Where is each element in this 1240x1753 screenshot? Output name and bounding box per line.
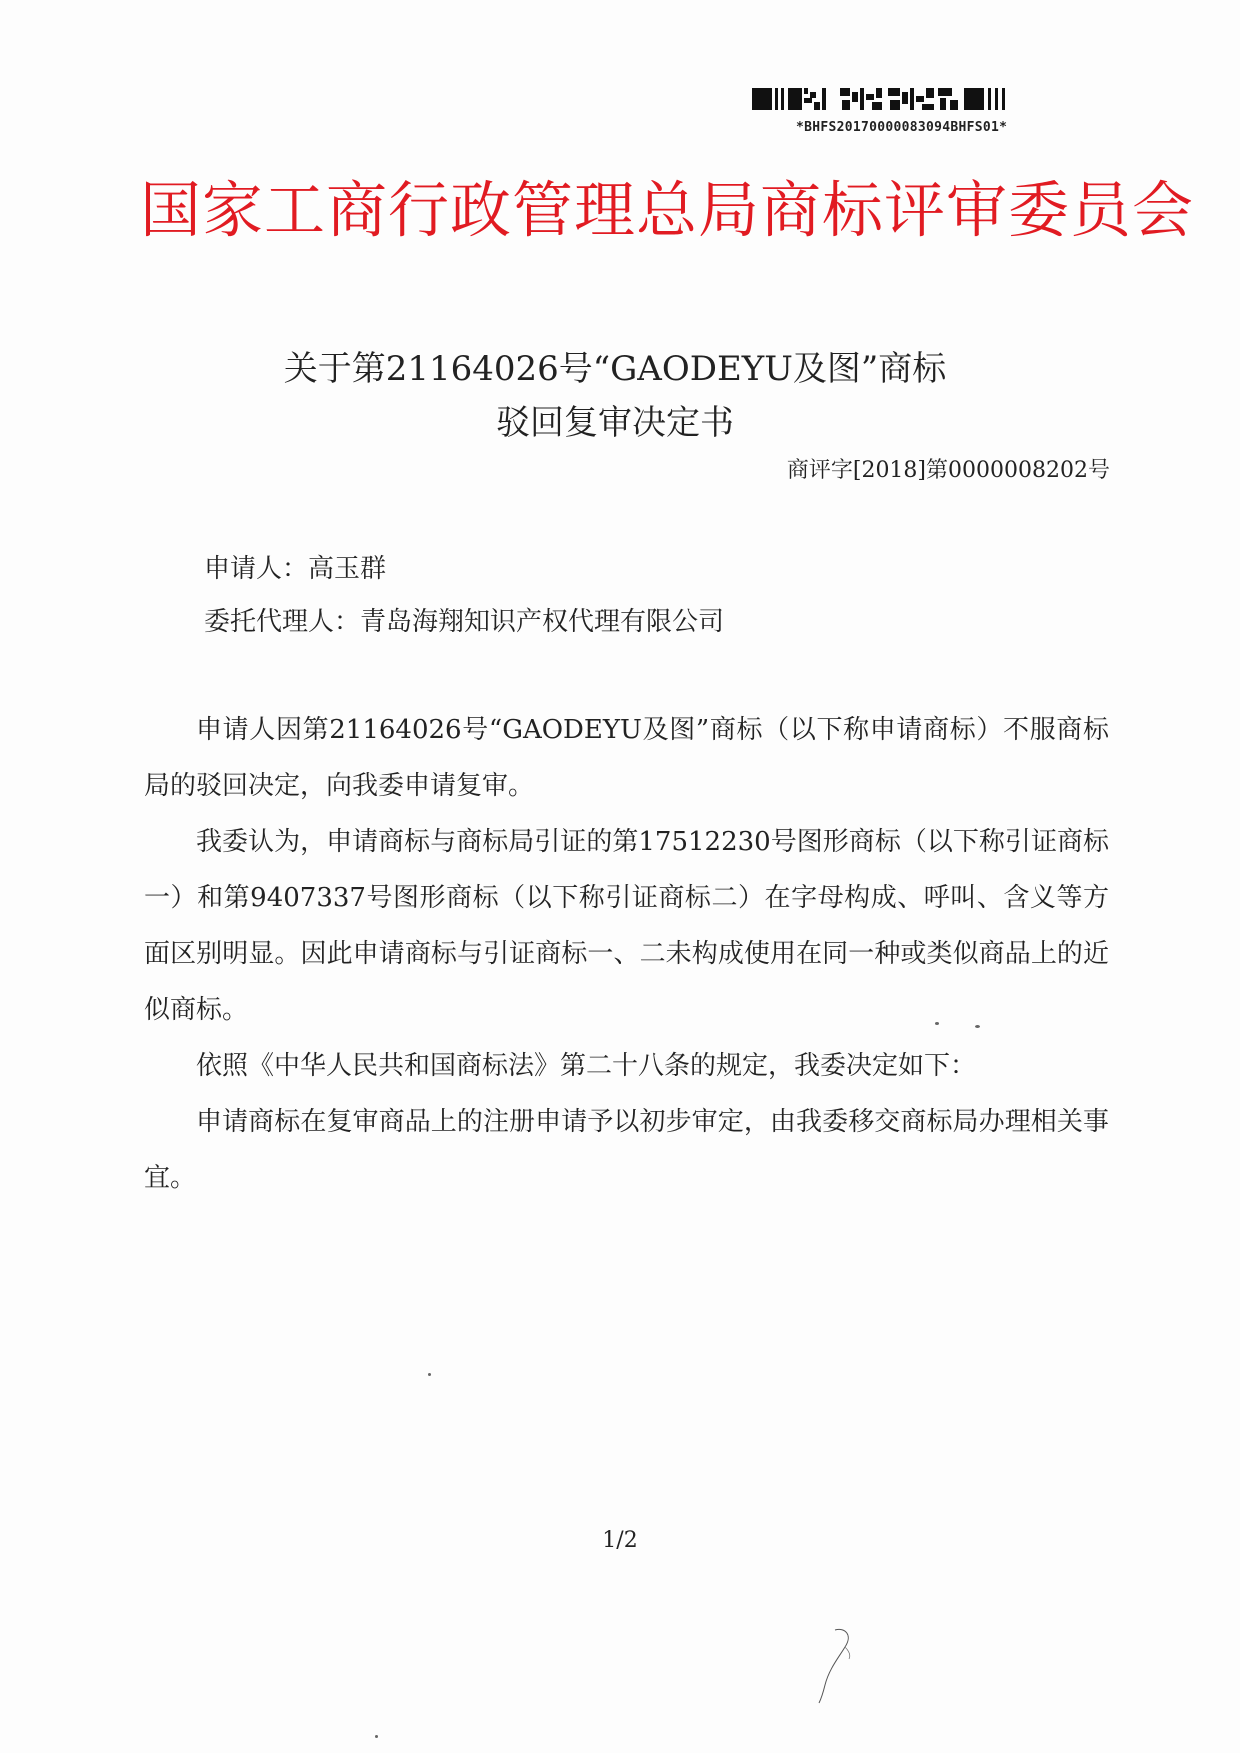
scan-speck: [975, 1025, 980, 1028]
body-paragraph: 依照《中华人民共和国商标法》第二十八条的规定，我委决定如下：: [196, 1051, 977, 1081]
scan-speck: [375, 1735, 378, 1738]
body-paragraph: 申请人因第21164026号“GAODEYU及图”商标（以下称申请商标）不服商标局的驳回决定，向我委申请复审。: [144, 715, 1109, 801]
document-title-line-2: 驳回复审决定书: [496, 403, 734, 443]
document-title-line-1: 关于第21164026号“GAODEYU及图”商标: [283, 349, 947, 389]
scan-speck: [428, 1373, 431, 1376]
page-number: 1/2: [602, 1528, 638, 1553]
barcode: [752, 80, 1064, 138]
body-paragraph: 我委认为，申请商标与商标局引证的第17512230号图形商标（以下称引证商标一）和第9407337号图形商标（以下称引证商标二）在字母构成、呼叫、含义等方面区别明显。因此申请商标与引证商标一、二未构成使用在同一种或类似商品上的近似商标。: [144, 827, 1109, 1025]
organization-header: 国家工商行政管理总局商标评审委员会: [140, 175, 1195, 246]
barcode-image: [752, 80, 1062, 120]
pen-mark: [805, 1625, 865, 1705]
body-text: [144, 702, 1109, 1206]
scan-speck: [935, 1022, 939, 1025]
agent-line: 委托代理人：青岛海翔知识产权代理有限公司: [204, 607, 725, 637]
applicant-line: 申请人：高玉群: [204, 554, 387, 584]
document-reference-number: 商评字[2018]第0000008202号: [786, 458, 1110, 483]
body-paragraph: 申请商标在复审商品上的注册申请予以初步审定，由我委移交商标局办理相关事宜。: [144, 1107, 1109, 1193]
barcode-code-text: *BHFS20170000083094BHFS01*: [796, 120, 1008, 135]
